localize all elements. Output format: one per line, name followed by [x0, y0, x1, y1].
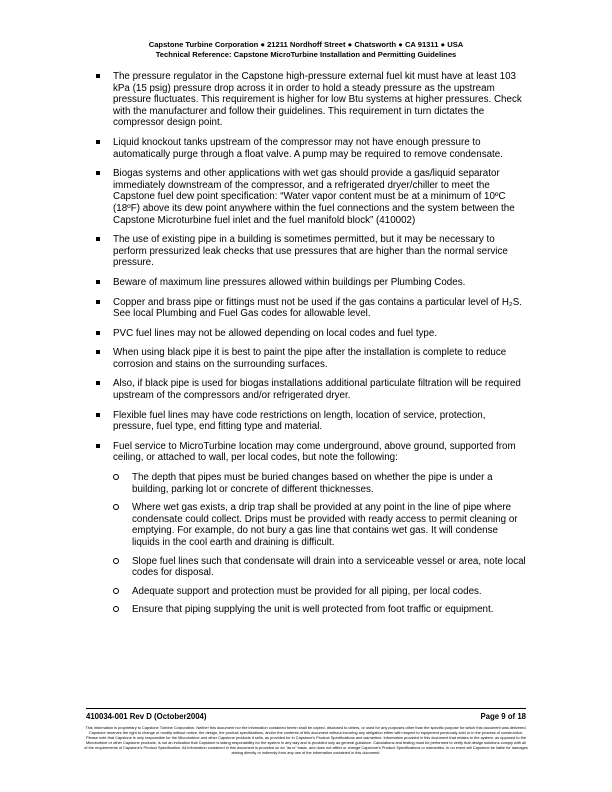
circle-bullet-icon: [113, 558, 119, 564]
list-item-text: Beware of maximum line pressures allowed within buildings per Plumbing Codes.: [113, 276, 466, 288]
sub-list-item-text: Ensure that piping supplying the unit is well protected from foot traffic or equipment.: [132, 604, 494, 616]
list-item: [96, 378, 526, 401]
square-bullet-icon: [96, 413, 100, 417]
square-bullet-icon: [96, 381, 100, 385]
fuel-service-notes: [113, 472, 526, 616]
list-item: [96, 410, 526, 433]
sub-list-item: [113, 472, 526, 495]
list-item-text: Copper and brass pipe or fittings must not be used if the gas contains a particular level of H₂S. See local Plumbing and Fuel Gas codes for allowable level.: [113, 296, 522, 320]
list-item: [96, 347, 526, 370]
square-bullet-icon: [96, 300, 100, 304]
circle-bullet-icon: [113, 474, 119, 480]
list-item: [96, 297, 526, 320]
list-item-text: When using black pipe it is best to paint the pipe after the installation is complete to reduce corrosion and stains on the surrounding surfaces.: [113, 347, 507, 370]
sub-list-item-text: Adequate support and protection must be provided for all piping, per local codes.: [132, 585, 482, 597]
square-bullet-icon: [96, 237, 100, 241]
square-bullet-icon: [96, 171, 100, 175]
square-bullet-icon: [96, 444, 100, 448]
circle-bullet-icon: [113, 606, 119, 612]
list-item: [96, 277, 526, 289]
list-item: [96, 328, 526, 340]
header-title: Technical Reference: Capstone MicroTurbine Installation and Permitting Guidelines: [155, 50, 457, 59]
document-id: 410034-001 Rev D (October2004): [86, 712, 207, 721]
list-item-text: The use of existing pipe in a building is sometimes permitted, but it may be necessary to perform pressurized leak checks that use pressures that are higher than the normal service pressure.: [113, 234, 508, 269]
sub-list-item-text: The depth that pipes must be buried changes based on whether the pipe is under a building, parking lot or concrete of different thicknesses.: [132, 472, 493, 495]
sub-list-item: [113, 556, 526, 579]
list-item-text: Fuel service to MicroTurbine location may come underground, above ground, supported from ceiling, or attached to wall, per local codes, but note the following:: [113, 440, 516, 464]
list-item: [96, 234, 526, 269]
sub-list-item-text: Slope fuel lines such that condensate will drain into a serviceable vessel or area, note local codes for disposal.: [132, 555, 526, 579]
sub-list-item: [113, 586, 526, 598]
list-item: [96, 441, 526, 616]
square-bullet-icon: [96, 74, 100, 78]
list-item-text: PVC fuel lines may not be allowed depending on local codes and fuel type.: [113, 327, 438, 339]
header-address: Capstone Turbine Corporation ● 21211 Nordhoff Street ● Chatsworth ● CA 91311 ● USA: [148, 40, 464, 49]
proprietary-disclaimer: This information is proprietary to Capstone Turbine Corporation. Neither this document nor the information contained herein shall be copied, disclosed to others, or used for any purposes other than the specific purpose for which this document was delivered. Capstone reserves the right to change or modify without notice, the design, the product specifications, and/or the contents of this document without incurring any obligation either with respect to equipment previously sold or in the process of construction. Please note that Capstone is only responsible for the Microturbine and other Capstone products it sells, as provided for in Capstone's Product Specifications and warranties. Information provided in this document that relates to the system, as opposed to the Microturbine or other Capstone products, is not an indication that Capstone is taking responsibility for the system in any way and is provided only as general guidance. Calculations and testing must be performed to verify that design solutions comply with all of the requirements of Capstone's Product Specification. All information contained in this document is provided on an "as is" basis, and does not affect or change Capstone's Product Specifications or warranties. In no event will Capstone be liable for damages arising directly or indirectly from any use of the information contained in this document.: [84, 725, 528, 756]
page-number: Page 9 of 18: [480, 712, 526, 721]
square-bullet-icon: [96, 331, 100, 335]
circle-bullet-icon: [113, 588, 119, 594]
sub-list-item: [113, 604, 526, 616]
sub-list-item: [113, 502, 526, 548]
list-item-text: Flexible fuel lines may have code restrictions on length, location of service, protection, pressure, fuel type, end fitting type and material.: [113, 409, 486, 433]
list-item-text: The pressure regulator in the Capstone high-pressure external fuel kit must have at least 103 kPa (15 psig) pressure drop across it in order to hold a steady pressure as the upstream pressure fluctuates. This requirement is higher for low Btu systems at higher pressures. Check with the manufacturer and follow their guidelines. This requirement in turn dictates the compressor design point.: [113, 71, 522, 129]
list-item: [96, 168, 526, 226]
circle-bullet-icon: [113, 504, 119, 510]
footer-divider: [86, 708, 526, 709]
page-header: [0, 40, 612, 60]
square-bullet-icon: [96, 140, 100, 144]
list-item-text: Liquid knockout tanks upstream of the compressor may not have enough pressure to automatically purge through a float valve. A pump may be required to remove condensate.: [113, 136, 503, 160]
list-item-text: Also, if black pipe is used for biogas installations additional particulate filtration will be required upstream of the compressors and/or refrigerated dryer.: [113, 378, 521, 402]
list-item: [96, 71, 526, 129]
list-item-text: Biogas systems and other applications with wet gas should provide a gas/liquid separator immediately downstream of the compressor, and a refrigerated dryer/chiller to meet the Capstone fuel dew point specification: “Water vapor content must be at a minimum of 10ºC (18ºF) above its dew point anywhere within the fuel connections and the system between the Capstone Microturbine fuel inlet and the fuel manifold block” (410002): [113, 168, 515, 226]
square-bullet-icon: [96, 350, 100, 354]
list-item: [96, 137, 526, 160]
requirements-list: [96, 71, 526, 624]
square-bullet-icon: [96, 280, 100, 284]
sub-list-item-text: Where wet gas exists, a drip trap shall be provided at any point in the line of pipe where condensate could collect. Drips must be provided with ready access to permit cleaning or emptying. For example, do not bury a gas line that contains wet gas. It will condense liquids in the cool earth and draining is difficult.: [132, 502, 518, 548]
